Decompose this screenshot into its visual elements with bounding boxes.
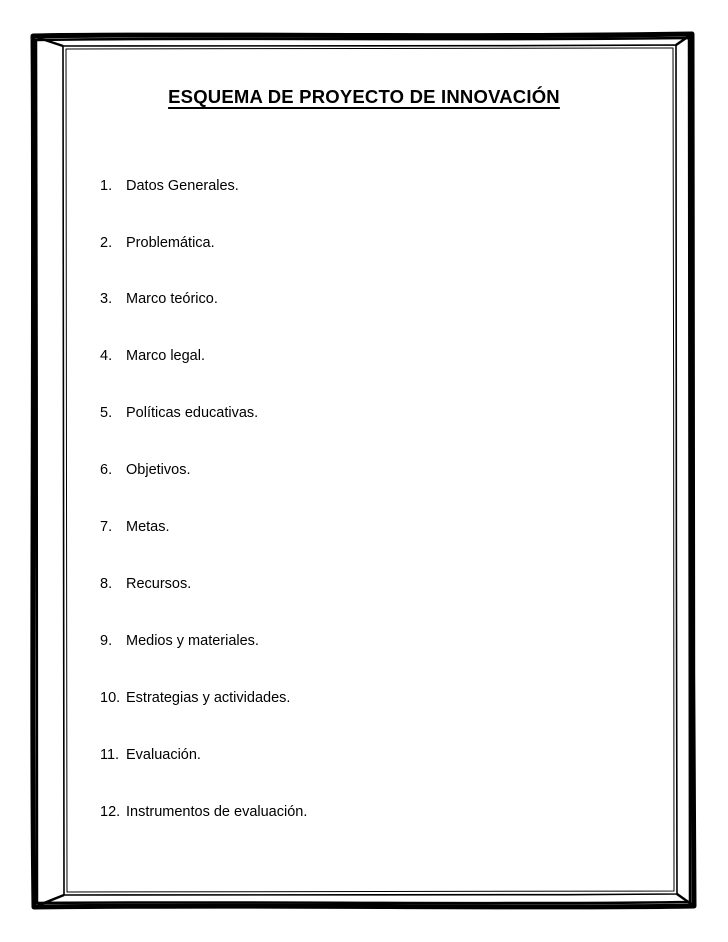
item-label: Políticas educativas. bbox=[126, 405, 259, 421]
item-label: Instrumentos de evaluación. bbox=[126, 804, 308, 820]
item-number: 7. bbox=[100, 519, 113, 535]
item-number: 2. bbox=[100, 235, 113, 251]
outline-item bbox=[100, 233, 660, 253]
outline-item bbox=[100, 574, 660, 594]
outline-item bbox=[100, 176, 660, 196]
item-number: 10. bbox=[100, 690, 121, 706]
item-number: 6. bbox=[100, 462, 113, 478]
outline-item bbox=[100, 346, 660, 366]
outline-item bbox=[100, 631, 660, 651]
item-number: 1. bbox=[100, 178, 113, 194]
item-label: Problemática. bbox=[126, 235, 215, 251]
outline-item bbox=[100, 289, 660, 309]
page-title bbox=[0, 86, 728, 108]
item-number: 5. bbox=[100, 405, 113, 421]
item-number: 3. bbox=[100, 291, 113, 307]
item-label: Marco teórico. bbox=[126, 291, 218, 307]
outline-item bbox=[100, 688, 660, 708]
item-label: Estrategias y actividades. bbox=[126, 690, 291, 706]
item-number: 4. bbox=[100, 348, 113, 364]
item-number: 12. bbox=[100, 804, 121, 820]
outline-item bbox=[100, 517, 660, 537]
item-label: Datos Generales. bbox=[126, 178, 239, 194]
item-label: Evaluación. bbox=[126, 747, 201, 763]
item-number: 8. bbox=[100, 576, 113, 592]
item-number: 11. bbox=[100, 747, 120, 763]
item-label: Recursos. bbox=[126, 576, 192, 592]
item-number: 9. bbox=[100, 633, 113, 649]
page-title-text: ESQUEMA DE PROYECTO DE INNOVACIÓN bbox=[168, 86, 560, 107]
outline-item bbox=[100, 802, 660, 822]
item-label: Medios y materiales. bbox=[126, 633, 259, 649]
item-label: Metas. bbox=[126, 519, 170, 535]
outline-item bbox=[100, 745, 660, 765]
outline-item bbox=[100, 460, 660, 480]
item-label: Marco legal. bbox=[126, 348, 205, 364]
outline-item bbox=[100, 403, 660, 423]
item-label: Objetivos. bbox=[126, 462, 191, 478]
